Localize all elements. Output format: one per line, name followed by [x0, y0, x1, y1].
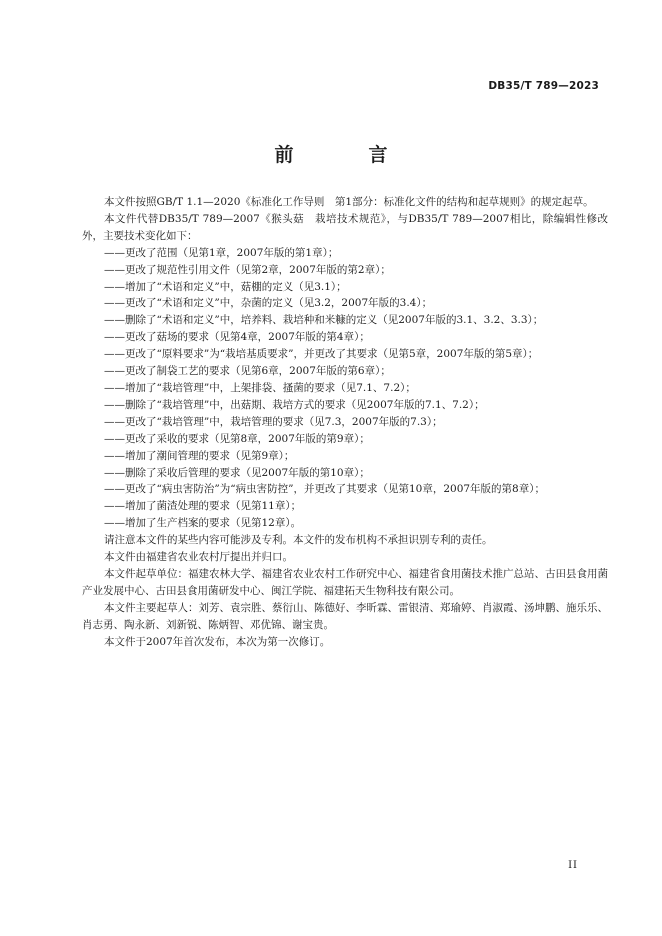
list-item: ——删除了“栽培管理”中，出菇期、栽培方式的要求（见2007年版的7.1、7.2）； — [104, 398, 485, 411]
page-title: 前 言 — [274, 144, 416, 166]
proposer-statement: 本文件由福建省农业农村厅提出并归口。 — [104, 551, 293, 564]
change-list — [82, 245, 608, 532]
list-item: ——更改了“原料要求”为“栽培基质要求”，并更改了其要求（见第5章，2007年版的第5章）； — [104, 348, 539, 361]
intro-paragraph: 本文件按照GB/T 1.1—2020《标准化工作导则 第1部分：标准化文件的结构和起草规则》的规定起草。 — [104, 196, 594, 208]
list-item: ——增加了“栽培管理”中，上架排袋、搔菌的要求（见7.1、7.2）； — [104, 381, 416, 394]
list-item: ——更改了菇场的要求（见第4章，2007年版的第4章）； — [104, 331, 370, 344]
intro-paragraph: 本文件代替DB35/T 789—2007《猴头菇 栽培技术规范》，与DB35/T 789—2007相比，除编辑性修改外，主要技术变化如下： — [82, 212, 608, 242]
patent-notice: 请注意本文件的某些内容可能涉及专利。本文件的发布机构不承担识别专利的责任。 — [104, 534, 493, 547]
list-item: ——更改了“栽培管理”中，栽培管理的要求（见7.3，2007年版的7.3）； — [104, 415, 443, 428]
list-item: ——更改了制袋工艺的要求（见第6章，2007年版的第6章）； — [104, 365, 391, 378]
foreword-body — [82, 194, 608, 650]
page-number: II — [568, 860, 578, 871]
drafting-units: 本文件起草单位：福建农林大学、福建省农业农村工作研究中心、福建省食用菌技术推广总站、古田县食用菌产业发展中心、古田县食用菌研发中心、闽江学院、福建拓天生物科技有限公司。 — [82, 567, 608, 597]
publication-history: 本文件于2007年首次发布，本次为第一次修订。 — [104, 635, 331, 648]
list-item: ——更改了范围（见第1章，2007年版的第1章）； — [104, 246, 339, 259]
list-item: ——删除了采收后管理的要求（见2007年版的第10章）； — [104, 466, 370, 479]
drafters: 本文件主要起草人：刘芳、袁宗胜、蔡衍山、陈德好、李昕霖、雷银清、郑瑜婷、肖淑霞、汤坤鹏、施乐乐、肖志勇、陶永新、刘新锐、陈炳智、邓优锦、谢宝贵。 — [82, 601, 608, 631]
standard-code: DB35/T 789—2023 — [488, 80, 599, 92]
list-item: ——更改了采收的要求（见第8章，2007年版的第9章）； — [104, 432, 370, 445]
list-item: ——更改了“术语和定义”中，杂菌的定义（见3.2，2007年版的3.4）； — [104, 297, 433, 310]
list-item: ——增加了生产档案的要求（见第12章）。 — [104, 517, 302, 530]
list-item: ——增加了“术语和定义”中，菇棚的定义（见3.1）； — [104, 280, 347, 293]
list-item: ——更改了“病虫害防治”为“病虫害防控”，并更改了其要求（见第10章，2007年版的第8章）； — [104, 483, 545, 496]
list-item: ——删除了“术语和定义”中，培养料、栽培种和米糠的定义（见2007年版的3.1、3.2、3.3）； — [104, 314, 544, 327]
list-item: ——更改了规范性引用文件（见第2章，2007年版的第2章）； — [104, 263, 391, 276]
list-item: ——增加了潮间管理的要求（见第9章）； — [104, 449, 295, 462]
list-item: ——增加了菌渣处理的要求（见第11章）； — [104, 500, 302, 513]
